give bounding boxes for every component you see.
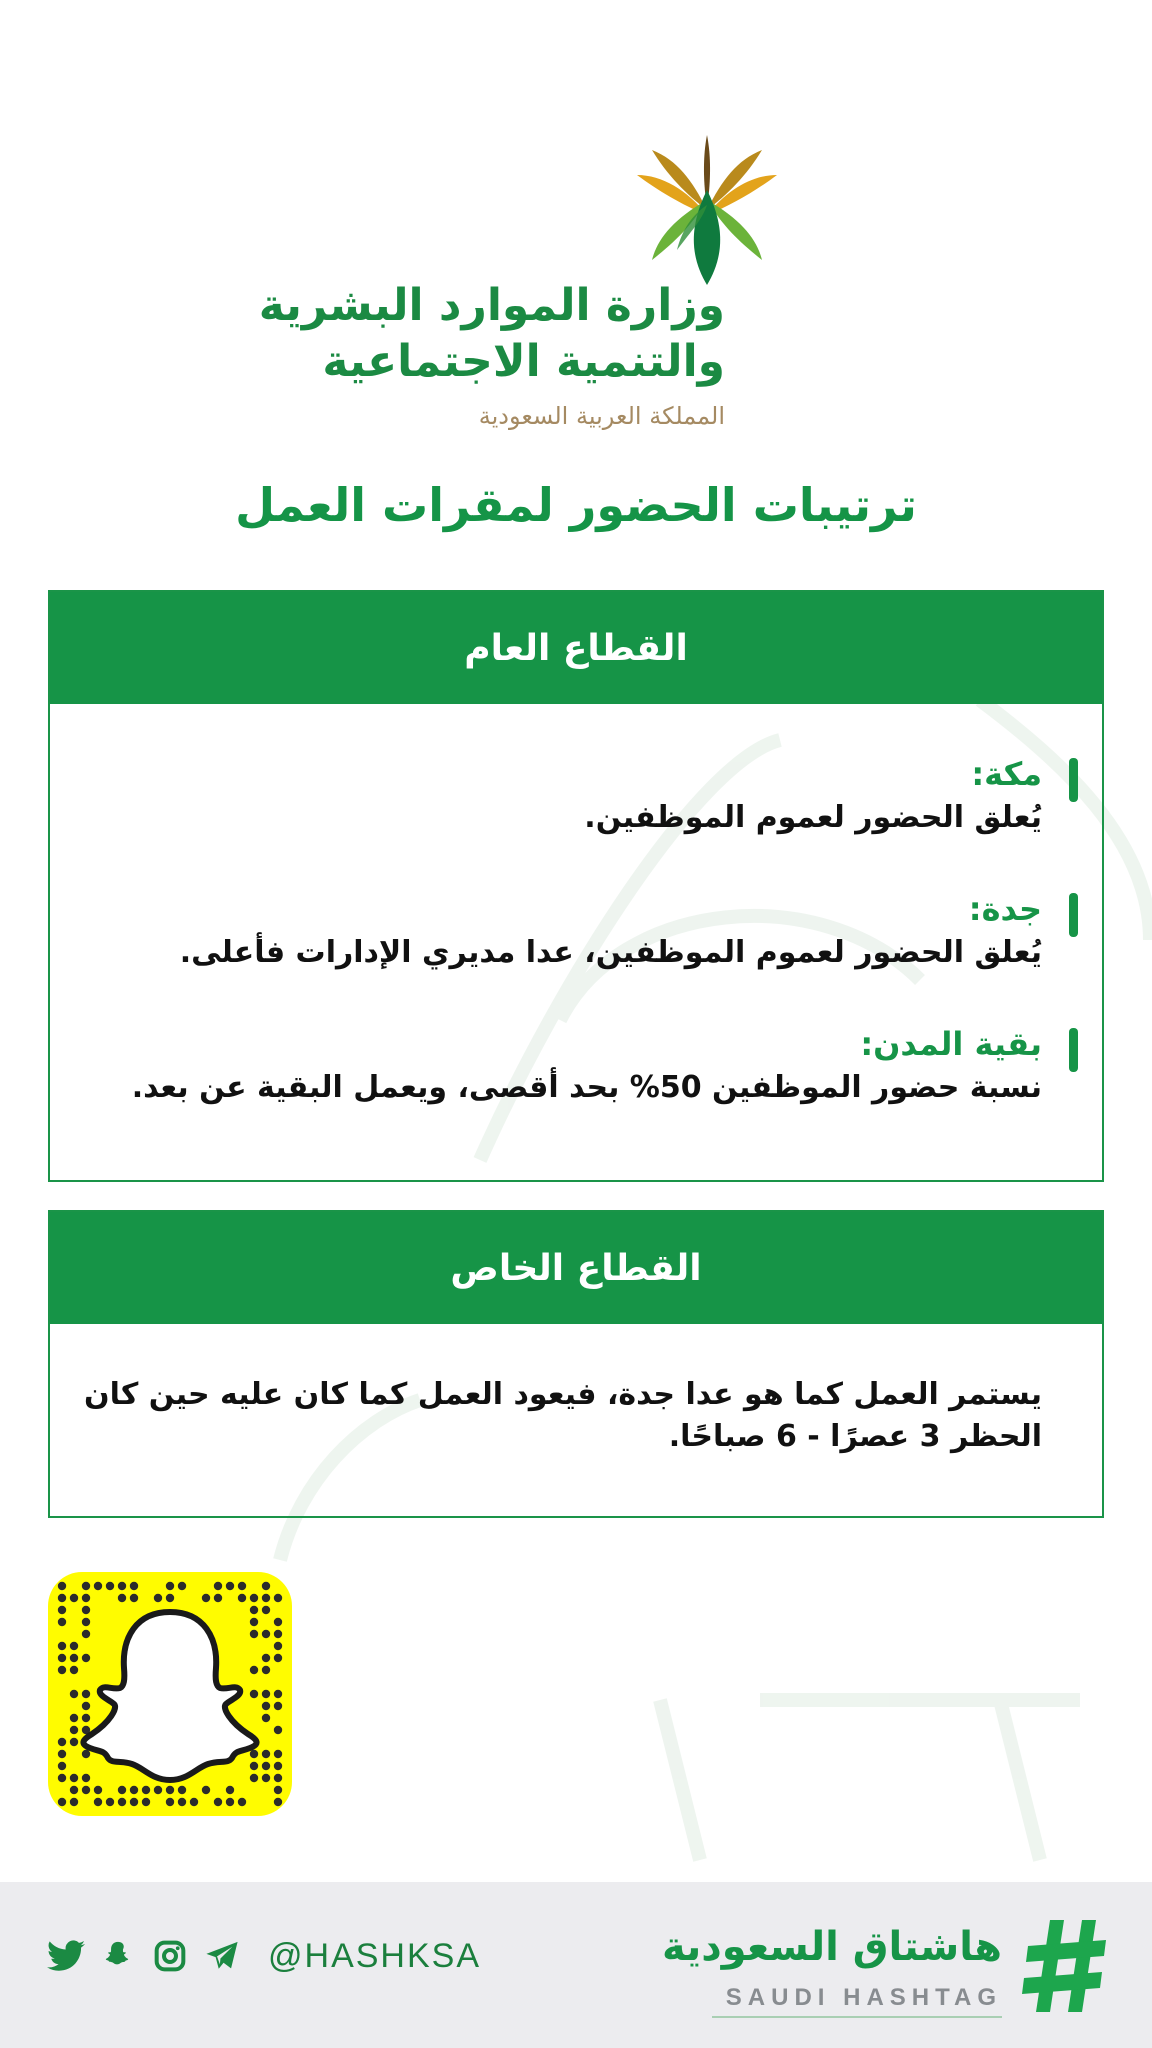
- snapcode-dot: [154, 1786, 162, 1794]
- snapcode-dot: [70, 1642, 78, 1650]
- snapcode-dot: [250, 1774, 258, 1782]
- snapcode-dot: [262, 1690, 270, 1698]
- ministry-logo: [258, 130, 790, 440]
- snapcode-dot: [142, 1786, 150, 1794]
- snapcode-dot: [202, 1786, 210, 1794]
- ghost-icon: [83, 1612, 256, 1780]
- snapcode-dot: [214, 1798, 222, 1806]
- snapcode-dot: [58, 1750, 66, 1758]
- entry-marker: [1069, 1028, 1078, 1072]
- snapcode-dot: [58, 1606, 66, 1614]
- entry-marker: [1069, 758, 1078, 802]
- snapcode-dot: [94, 1582, 102, 1590]
- snapcode-dot: [94, 1798, 102, 1806]
- snapcode-dots: [48, 1572, 292, 1816]
- snapcode-dot: [82, 1714, 90, 1722]
- social-links: [46, 1936, 481, 1976]
- snapcode-dot: [70, 1714, 78, 1722]
- snapcode-dot: [262, 1774, 270, 1782]
- snapcode-dot: [214, 1594, 222, 1602]
- snapcode-dot: [58, 1798, 66, 1806]
- telegram-icon[interactable]: [202, 1936, 242, 1976]
- page-title: ترتيبات الحضور لمقرات العمل: [235, 478, 917, 532]
- public-sector-card: [48, 590, 1104, 1182]
- snapcode-dot: [250, 1630, 258, 1638]
- snapcode-dot: [274, 1630, 282, 1638]
- entry-city: بقية المدن:: [860, 1025, 1042, 1063]
- snapcode-dot: [250, 1666, 258, 1674]
- snapcode-dot: [58, 1666, 66, 1674]
- twitter-icon[interactable]: [46, 1936, 86, 1976]
- snapcode-dot: [214, 1582, 222, 1590]
- snapcode-dot: [70, 1594, 78, 1602]
- snapcode-dot: [142, 1798, 150, 1806]
- palm-logo-icon: [632, 130, 782, 290]
- snapcode-dot: [262, 1714, 270, 1722]
- snapcode-dot: [166, 1582, 174, 1590]
- entry-marker: [1069, 893, 1078, 937]
- snapcode-dot: [130, 1786, 138, 1794]
- snapcode-dot: [262, 1654, 270, 1662]
- snapcode-dot: [58, 1774, 66, 1782]
- snapcode-dot: [58, 1582, 66, 1590]
- snapcode-dot: [82, 1702, 90, 1710]
- snapcode-dot: [274, 1594, 282, 1602]
- brand-name-arabic: هاشتاق السعودية: [661, 1924, 1002, 1970]
- snapcode-dot: [274, 1774, 282, 1782]
- entry-makkah: [92, 752, 1042, 840]
- snapcode-dot: [202, 1594, 210, 1602]
- snapcode-dot: [118, 1786, 126, 1794]
- snapcode-dot: [70, 1786, 78, 1794]
- instagram-icon[interactable]: [150, 1936, 190, 1976]
- footer: [0, 1882, 1152, 2048]
- entry-jeddah: [92, 887, 1042, 975]
- snapcode-dot: [82, 1786, 90, 1794]
- private-sector-text: يستمر العمل كما هو عدا جدة، فيعود العمل كما كان عليه حين كان الحظر 3 عصرًا - 6 صباحًا.: [83, 1377, 1042, 1454]
- snapcode-dot: [262, 1702, 270, 1710]
- snapcode-dot: [238, 1582, 246, 1590]
- snapcode-dot: [274, 1690, 282, 1698]
- snapcode-dot: [130, 1582, 138, 1590]
- snapcode-dot: [118, 1798, 126, 1806]
- entry-text: نسبة حضور الموظفين 50% بحد أقصى، ويعمل البقية عن بعد.: [131, 1070, 1042, 1105]
- snapcode-dot: [274, 1618, 282, 1626]
- snapcode-dot: [274, 1702, 282, 1710]
- snapcode-dot: [82, 1750, 90, 1758]
- entry-other-cities: [92, 1022, 1042, 1110]
- hashtag-logo-icon: [1020, 1916, 1110, 2016]
- snapcode-dot: [262, 1582, 270, 1590]
- snapcode-dot: [262, 1666, 270, 1674]
- snapcode-dot: [190, 1798, 198, 1806]
- snapcode-dot: [70, 1690, 78, 1698]
- snapcode-dot: [70, 1654, 78, 1662]
- snapcode-dot: [82, 1582, 90, 1590]
- snapcode-dot: [238, 1594, 246, 1602]
- snapcode-dot: [118, 1582, 126, 1590]
- snapcode-dot: [274, 1654, 282, 1662]
- snapcode-dot: [226, 1786, 234, 1794]
- ministry-name-line1: وزارة الموارد البشرية: [258, 280, 725, 331]
- snapcode-dot: [70, 1666, 78, 1674]
- snapcode-dot: [274, 1642, 282, 1650]
- snapcode-dot: [262, 1750, 270, 1758]
- snapcode-dot: [238, 1798, 246, 1806]
- snapcode-dot: [262, 1594, 270, 1602]
- snapcode-dot: [166, 1594, 174, 1602]
- private-sector-title: القطاع الخاص: [50, 1212, 1102, 1324]
- snapcode-dot: [70, 1738, 78, 1746]
- entry-city: مكة:: [971, 755, 1042, 793]
- snapcode-dot: [106, 1582, 114, 1590]
- snapcode-dot: [82, 1594, 90, 1602]
- snapcode-dot: [58, 1762, 66, 1770]
- snapcode-dot: [82, 1630, 90, 1638]
- snapcode-dot: [82, 1690, 90, 1698]
- snapcode-dot: [82, 1774, 90, 1782]
- snapcode-dot: [58, 1594, 66, 1602]
- snapcode-dot: [262, 1630, 270, 1638]
- snapcode-dot: [274, 1750, 282, 1758]
- snapcode-dot: [226, 1582, 234, 1590]
- snapcode-dot: [166, 1786, 174, 1794]
- snapcode-dot: [70, 1774, 78, 1782]
- snapcode-dot: [250, 1594, 258, 1602]
- entry-city: جدة:: [968, 890, 1042, 928]
- snapcode-dot: [250, 1618, 258, 1626]
- snapcode-dot: [262, 1606, 270, 1614]
- snapcode-dot: [58, 1738, 66, 1746]
- snapcode-dot: [226, 1798, 234, 1806]
- snapcode-dot: [178, 1798, 186, 1806]
- twitter-handle[interactable]: @HASHKSA: [268, 1936, 482, 1975]
- snapcode-dot: [118, 1594, 126, 1602]
- entry-text: يُعلق الحضور لعموم الموظفين.: [584, 800, 1042, 835]
- brand-underline: [712, 2016, 1002, 2018]
- public-sector-title: القطاع العام: [50, 592, 1102, 704]
- snapcode-dot: [154, 1594, 162, 1602]
- snapcode-dot: [250, 1750, 258, 1758]
- snapcode-dot: [82, 1654, 90, 1662]
- snapcode-dot: [250, 1606, 258, 1614]
- snapcode-dot: [58, 1642, 66, 1650]
- snapcode-dot: [250, 1690, 258, 1698]
- snapcode-dot: [58, 1654, 66, 1662]
- snapcode-dot: [178, 1582, 186, 1590]
- snapcode-dot: [166, 1798, 174, 1806]
- snapcode-dot: [70, 1726, 78, 1734]
- snapcode-dot: [94, 1786, 102, 1794]
- snapcode-dot: [82, 1606, 90, 1614]
- snapcode-dot: [130, 1798, 138, 1806]
- snapcode-dot: [130, 1594, 138, 1602]
- snapcode-dot: [70, 1798, 78, 1806]
- brand-name-english: SAUDI HASHTAG: [725, 1984, 1002, 2011]
- snapcode-dot: [250, 1762, 258, 1770]
- snapcode-dot: [274, 1786, 282, 1794]
- kingdom-name: المملكة العربية السعودية: [478, 402, 725, 430]
- snapchat-icon[interactable]: [98, 1936, 138, 1976]
- snapcode-dot: [82, 1618, 90, 1626]
- snapcode-dot: [178, 1786, 186, 1794]
- snapcode[interactable]: [48, 1572, 292, 1816]
- snapcode-dot: [274, 1726, 282, 1734]
- entry-text: يُعلق الحضور لعموم الموظفين، عدا مديري الإدارات فأعلى.: [179, 935, 1042, 970]
- private-sector-card: [48, 1210, 1104, 1518]
- snapcode-dot: [262, 1762, 270, 1770]
- snapcode-dot: [274, 1762, 282, 1770]
- snapcode-dot: [274, 1798, 282, 1806]
- ministry-name-line2: والتنمية الاجتماعية: [322, 336, 725, 387]
- snapcode-dot: [58, 1618, 66, 1626]
- snapcode-dot: [106, 1798, 114, 1806]
